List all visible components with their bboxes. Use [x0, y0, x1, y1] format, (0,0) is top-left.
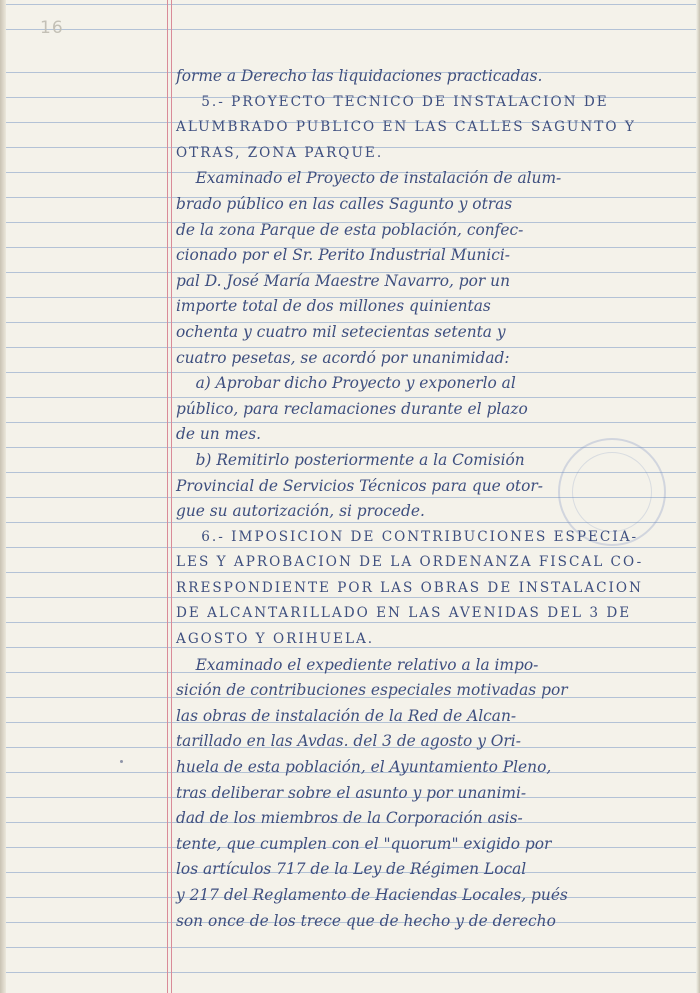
text-line: brado público en las calles Sagunto y otras: [176, 194, 513, 213]
heading-line: 6.- IMPOSICION DE CONTRIBUCIONES ESPECIA-: [176, 528, 639, 545]
text-line: a) Aprobar dicho Proyecto y exponerlo al: [176, 374, 516, 393]
text-line: gue su autorización, si procede.: [176, 502, 425, 521]
text-line: b) Remitirlo posteriormente a la Comisión: [176, 450, 525, 469]
heading-line: RRESPONDIENTE POR LAS OBRAS DE INSTALACION: [176, 579, 643, 596]
text-line: cionado por el Sr. Perito Industrial Munici-: [176, 246, 510, 265]
page-number: 16: [40, 18, 64, 38]
heading-line: AGOSTO Y ORIHUELA.: [176, 631, 375, 648]
page-right-edge: [696, 0, 700, 993]
text-line: de la zona Parque de esta población, confec-: [176, 220, 524, 239]
text-line: tente, que cumplen con el "quorum" exigido por: [176, 834, 552, 853]
text-line: Examinado el Proyecto de instalación de alum-: [176, 169, 562, 188]
ink-dot: [120, 760, 123, 763]
text-line: son once de los trece que de hecho y de derecho: [176, 911, 556, 930]
heading-line: DE ALCANTARILLADO EN LAS AVENIDAS DEL 3 DE: [176, 605, 632, 622]
handwritten-minutes-text: [176, 64, 676, 934]
text-line: los artículos 717 de la Ley de Régimen Local: [176, 860, 527, 879]
text-line: importe total de dos millones quinientas: [176, 297, 491, 316]
heading-line: 5.- PROYECTO TECNICO DE INSTALACION DE: [176, 93, 609, 110]
text-line: tras deliberar sobre el asunto y por unanimi-: [176, 783, 527, 802]
text-line: pal D. José María Maestre Navarro, por un: [176, 271, 510, 290]
heading-line: ALUMBRADO PUBLICO EN LAS CALLES SAGUNTO Y: [176, 119, 636, 136]
text-line: y 217 del Reglamento de Haciendas Locales, pués: [176, 886, 568, 904]
text-line: las obras de instalación de la Red de Alcan-: [176, 706, 517, 725]
text-line: tarillado en las Avdas. del 3 de agosto y Ori-: [176, 732, 521, 751]
margin-rule: [171, 0, 172, 993]
text-line: ochenta y cuatro mil setecientas setenta y: [176, 322, 506, 341]
text-line: Examinado el expediente relativo a la impo-: [176, 655, 539, 674]
text-line: sición de contribuciones especiales motivadas por: [176, 681, 568, 700]
heading-line: LES Y APROBACION DE LA ORDENANZA FISCAL CO-: [176, 554, 644, 571]
text-line: cuatro pesetas, se acordó por unanimidad:: [176, 348, 510, 367]
margin-rule: [167, 0, 168, 993]
text-line: de un mes.: [176, 425, 262, 444]
text-line: público, para reclamaciones durante el plazo: [176, 399, 528, 418]
heading-line: OTRAS, ZONA PARQUE.: [176, 144, 384, 161]
text-line: forme a Derecho las liquidaciones practicadas.: [176, 67, 543, 85]
page-binding-edge: [0, 0, 6, 993]
text-line: huela de esta población, el Ayuntamiento Pleno,: [176, 758, 552, 777]
text-line: dad de los miembros de la Corporación asis-: [176, 809, 523, 828]
text-line: Provincial de Servicios Técnicos para que otor-: [176, 476, 543, 495]
